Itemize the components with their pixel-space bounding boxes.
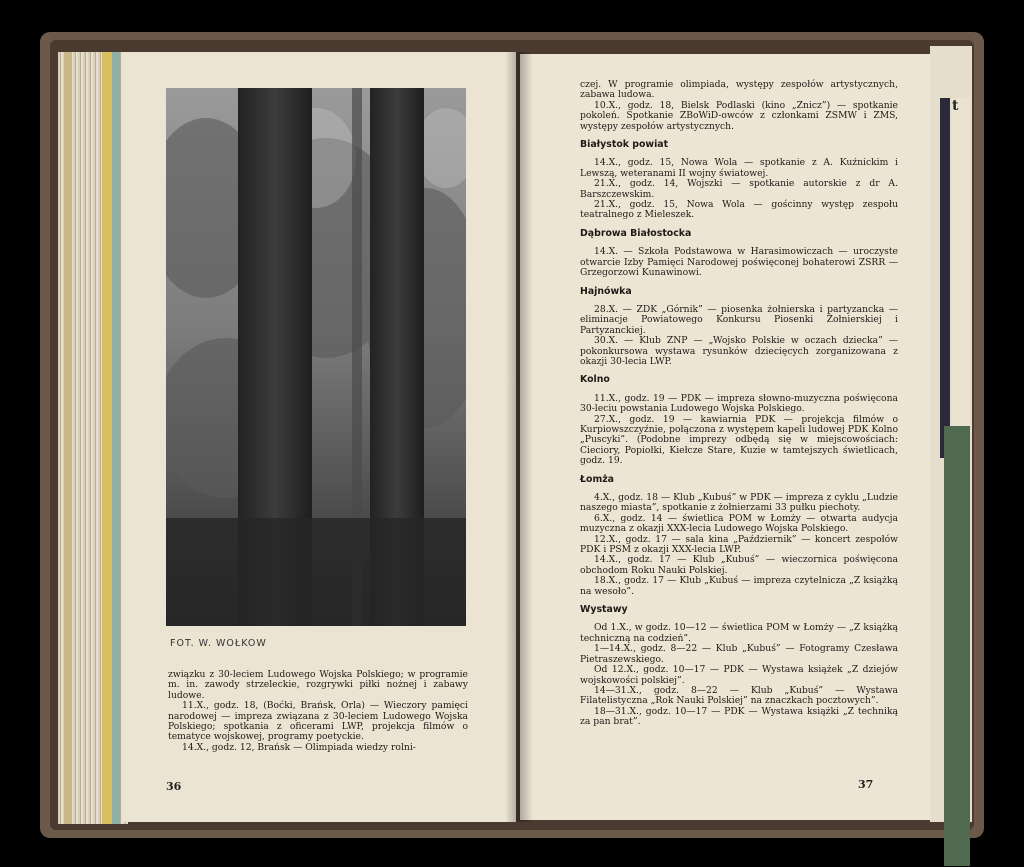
paragraph: czej. W programie olimpiada, występy zespołów artystycznych, zabawa ludowa. [580,79,898,101]
paragraph: Od 1.X., w godz. 10—12 — świetlica POM w Łomży — „Z książką techniczną na codzień”. [580,622,898,644]
section-heading: Białystok powiat [580,139,669,151]
paragraph: 11.X., godz. 18, (Boćki, Brańsk, Orla) — Wieczory pamięci narodowej — impreza związana z 30-leciem Ludowego Wojska Polskiego; spotkania z oficerami LWP, projekcja filmów o tematyce wojskowej, programy poetyckie. [168,700,468,743]
paragraph: 14.X., godz. 15, Nowa Wola — spotkanie z A. Kuźnickim i Lewszą, weteranami II wojny światowej. [580,157,898,179]
paragraph: 4.X., godz. 18 — Klub „Kubuś” w PDK — impreza z cyklu „Ludzie naszego miasta”, spotkanie z żołnierzami 33 pułku piechoty. [580,492,898,514]
edge-stripe [112,52,120,824]
paragraph: 21.X., godz. 15, Nowa Wola — gościnny występ zespołu teatralnego z Mieleszek. [580,199,898,221]
paragraph: 12.X., godz. 17 — sala kina „Październik” — koncert zespołów PDK i PSM z okazji XXX-lecia LWP. [580,533,898,556]
page-edges-right [930,46,972,822]
section-heading: Wystawy [580,604,628,616]
forest-photo [166,88,466,626]
right-page [520,54,930,820]
paragraph: 14.X., godz. 12, Brańsk — Olimpiada wiedzy rolni- [182,741,416,753]
paragraph: 30.X. — Klub ZNP — „Wojsko Polskie w oczach dziecka” — pokonkursowa wystawa rysunków dziecięcych zorganizowana z okazji 30-lecia LWP. [580,335,898,367]
paragraph: 6.X., godz. 14 — świetlica POM w Łomży — otwarta audycja muzyczna z okazji XXX-lecia Ludowego Wojska Polskiego. [580,512,898,535]
paragraph: 27.X., godz. 19 — kawiarnia PDK — projekcja filmów o Kurpiowszczyźnie, połączona z występem kapeli ludowej PDK Kolno „Puscyki”. (Podobne imprezy odbędą się w miejscowościach: Cieciory, Popiołki, Kiełcze Stare, Kuzie w tamtejszych świetlicach, godz. 19. [580,413,898,467]
paragraph: 18.X., godz. 17 — Klub „Kubuś — impreza czytelnicza „Z książką na wesoło”. [580,575,898,597]
section-heading: Kolno [580,374,610,386]
index-tab [952,98,970,428]
section-heading: Łomża [580,473,615,485]
section-heading: Hajnówka [580,285,632,297]
right-body-text [580,80,898,728]
paragraph: 10.X., godz. 18, Bielsk Podlaski (kino „Znicz”) — spotkanie pokoleń. Spotkanie ZBoWiD-owców z członkami ZSMW i ZMS, występy zespołów artystycznych. [580,99,898,132]
paragraph: 21.X., godz. 14, Wojszki — spotkanie autorskie z dr A. Barszczewskim. [580,178,898,200]
edge-stripe [102,52,112,824]
page-edges-left [58,52,128,824]
paragraph: Od 12.X., godz. 10—17 — PDK — Wystawa książek „Z dziejów wojskowości polskiej”. [580,664,898,686]
paragraph: 14.X. — Szkoła Podstawowa w Harasimowiczach — uroczyste otwarcie Izby Pamięci Narodowej poświęconej bohaterowi ZSRR — Grzegorzowi Kunawinowi. [580,246,898,279]
paragraph: 14.X., godz. 17 — Klub „Kubuś” — wieczornica poświęcona obchodom Roku Nauki Polskiej. [580,554,898,576]
paragraph: 1—14.X., godz. 8—22 — Klub „Kubuś” — Fotogramy Czesława Pietraszewskiego. [580,643,898,665]
paragraph: 18—31.X., godz. 10—17 — PDK — Wystawa książki „Z techniką za pan brat”. [580,705,898,728]
left-page [122,52,516,822]
left-body-text [168,670,468,753]
edge-stripe [64,52,72,824]
page-number: 37 [858,778,874,791]
section-heading: Dąbrowa Białostocka [580,227,692,239]
paragraph: 14—31.X., godz. 8—22 — Klub „Kubuś” — Wystawa Filatelistyczna „Rok Nauki Polskiej” na znaczkach pocztowych”. [580,684,898,707]
page-number: 36 [166,780,182,793]
photo-caption: FOT. W. WOŁKOW [170,638,267,649]
paragraph: 11.X., godz. 19 — PDK — impreza słowno-muzyczna poświęcona 30-leciu powstania Ludowego Wojska Polskiego. [580,392,898,415]
book-gutter [505,52,533,822]
paragraph: 28.X. — ZDK „Górnik” — piosenka żołnierska i partyzancka — eliminacje Powiatowego Konkursu Piosenki Żołnierskiej i Partyzanckiej. [580,303,898,336]
index-tab-label: t [952,98,959,114]
edge-stripe [940,98,950,458]
paragraph: związku z 30-leciem Ludowego Wojska Polskiego; w programie m. in. zawody strzeleckie, rozgrywki piłki nożnej i zabawy ludowe. [168,669,468,701]
edge-stripe [944,426,970,866]
